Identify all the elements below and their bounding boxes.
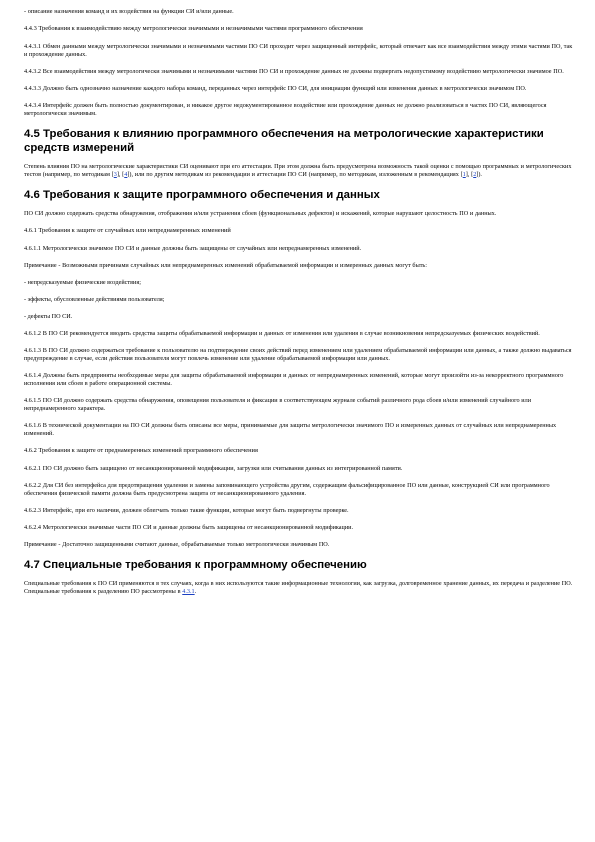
paragraph-4-5 <box>24 163 577 179</box>
paragraph-4-6-1-1: 4.6.1.1 Метрологически значимое ПО СИ и данные должны быть защищены от случайных или непреднамеренных изменений. <box>24 245 362 252</box>
section-link-4-3-1[interactable]: 4.3.1 <box>182 588 195 595</box>
section-heading-4-6: 4.6 Требования к защите программного обеспечения и данных <box>24 189 380 201</box>
paragraph-4-6-2-2: 4.6.2.2 Для СИ без интерфейса для предотвращения удаления и замены запоминающего устройства другим, содержащим фальсифицированное ПО или данные, конструкцией СИ или программного обеспечения физической памяти должна быть предусмотрена защита от несанкционированного удаления. <box>24 482 550 497</box>
paragraph-4-5-text-d: ], [ <box>465 171 474 178</box>
section-heading-4-5: 4.5 Требования к влиянию программного обеспечения на метрологические характеристики средств измерений <box>24 128 544 154</box>
reference-link-3[interactable]: 3 <box>113 171 117 178</box>
paragraph-4-6-2-4: 4.6.2.4 Метрологически значимые части ПО СИ и данные должны быть защищены от несанкционированной модификации. <box>24 524 354 531</box>
paragraph-4-6-1-4: 4.6.1.4 Должны быть предприняты необходимые меры для защиты обрабатываемой информации и данных от непреднамеренных изменений, которые могут произойти из-за некорректного программного исполнения или сбоев в работе операционной системы. <box>24 372 564 387</box>
paragraph-4-7 <box>24 580 577 596</box>
paragraph-4-5-text-b: ], [ <box>116 171 125 178</box>
paragraph-4-6-1-5: 4.6.1.5 ПО СИ должно содержать средства обнаружения, оповещения пользователя и фиксации в соответствующем журнале событий различного рода сбоев и/или изменений случайного или непреднамеренного характера. <box>24 397 532 412</box>
intro-paragraph: - описание назначения команд и их воздействия на функции СИ и/или данные. <box>24 8 234 15</box>
paragraph-4-6: ПО СИ должно содержать средства обнаружения, отображения и/или устранения сбоев (функциональных дефектов) и искажений, которые нарушают целостность ПО и данных. <box>24 210 497 217</box>
paragraph-4-6-1-6: 4.6.1.6 В технической документации на ПО СИ должны быть описаны все меры, принимаемые для защиты метрологически значимого ПО и измеренных данных от случайных или непреднамеренных изменений. <box>24 422 557 437</box>
paragraph-4-7-text-b: . <box>194 588 197 595</box>
paragraph-4-7-text-a: Специальные требования к ПО СИ применяются в тех случаях, когда в них используются такие информационные технологии, как загрузка, долговременное хранение данных, их передача и разделение ПО. Специальные требования к разделению ПО рассмотрены в <box>24 580 573 595</box>
paragraph-4-4-3-4: 4.4.3.4 Интерфейс должен быть полностью документирован, и никакое другое недокументированное воздействие или прохождение данных не должно реализоваться в частях ПО СИ, являющегося метрологически значимым. <box>24 102 547 117</box>
bullet-item-2: - эффекты, обусловленные действиями пользователя; <box>24 296 165 303</box>
paragraph-4-4-3-2: 4.4.3.2 Все взаимодействия между метрологически значимыми и незначимыми частями ПО СИ и прохождение данных не должны подвергать недопустимому воздействию метрологически значимое ПО. <box>24 68 564 75</box>
bullet-item-3: - дефекты ПО СИ. <box>24 313 73 320</box>
reference-link-4[interactable]: 4 <box>124 171 128 178</box>
section-heading-4-7: 4.7 Специальные требования к программному обеспечению <box>24 559 367 571</box>
paragraph-4-5-text-c: ]), или по другим методикам из рекомендации и аттестации ПО СИ (например, по методикам, изложенным в рекомендациях [ <box>127 171 463 178</box>
reference-link-1[interactable]: 1 <box>462 171 466 178</box>
paragraph-4-6-2-1: 4.6.2.1 ПО СИ должно быть защищено от несанкционированной модификации, загрузки или считывания данных из интегрированной памяти. <box>24 465 403 472</box>
paragraph-4-4-3-1: 4.4.3.1 Обмен данными между метрологически значимыми и незначимыми частями ПО СИ проходит через защищенный интерфейс, который отвечает как все взаимодействия между этими частями ПО, так и прохождение данных. <box>24 43 573 58</box>
subsection-heading-4-6-1: 4.6.1 Требования к защите от случайных или непреднамеренных изменений <box>24 227 231 234</box>
paragraph-4-5-text-a: Степень влияния ПО на метрологические характеристики СИ оценивают при его аттестации. При этом должна быть предусмотрена возможность такой оценки с помощью программных и метрологических тестов (например, по методикам [ <box>24 163 572 178</box>
paragraph-4-6-1-2: 4.6.1.2 В ПО СИ рекомендуется вводить средства защиты обрабатываемой информации и данных от изменения или удаления в случае возникновения непредсказуемых физических воздействий. <box>24 330 540 337</box>
reference-link-2[interactable]: 2 <box>473 171 477 178</box>
paragraph-4-4-3-3: 4.4.3.3 Должно быть однозначно назначение каждого набора команд, переданных через интерфейс ПО СИ, для инициации функций или изменения данных в метрологически значимом ПО. <box>24 85 527 92</box>
subsection-heading-4-4-3: 4.4.3 Требования к взаимодействию между метрологически значимыми и незначимыми частями программного обеспечения <box>24 25 363 32</box>
bullet-item-1: - непредсказуемые физические воздействия; <box>24 279 141 286</box>
paragraph-4-6-1-3: 4.6.1.3 В ПО СИ должно содержаться требование к пользователю на подтверждение своих действий перед изменением или удалением обрабатываемой информации или данных, а также должно выдаваться предупреждение в случае, если действия пользователя могут повлечь изменение или удаление обрабатываемой информации или данных. <box>24 347 572 362</box>
note-paragraph-2: Примечание - Достаточно защищенными считают данные, обрабатываемые только метрологически значимым ПО. <box>24 541 330 548</box>
paragraph-4-5-text-e: ]). <box>476 171 482 178</box>
note-paragraph-1: Примечание - Возможными причинами случайных или непреднамеренных изменений обрабатываемой информации и измеренных данных могут быть: <box>24 262 427 269</box>
subsection-heading-4-6-2: 4.6.2 Требования к защите от преднамеренных изменений программного обеспечения <box>24 447 258 454</box>
paragraph-4-6-2-3: 4.6.2.3 Интерфейс, при его наличии, должен облегчать только такие функции, которые могут быть подвергнуты проверке. <box>24 507 349 514</box>
